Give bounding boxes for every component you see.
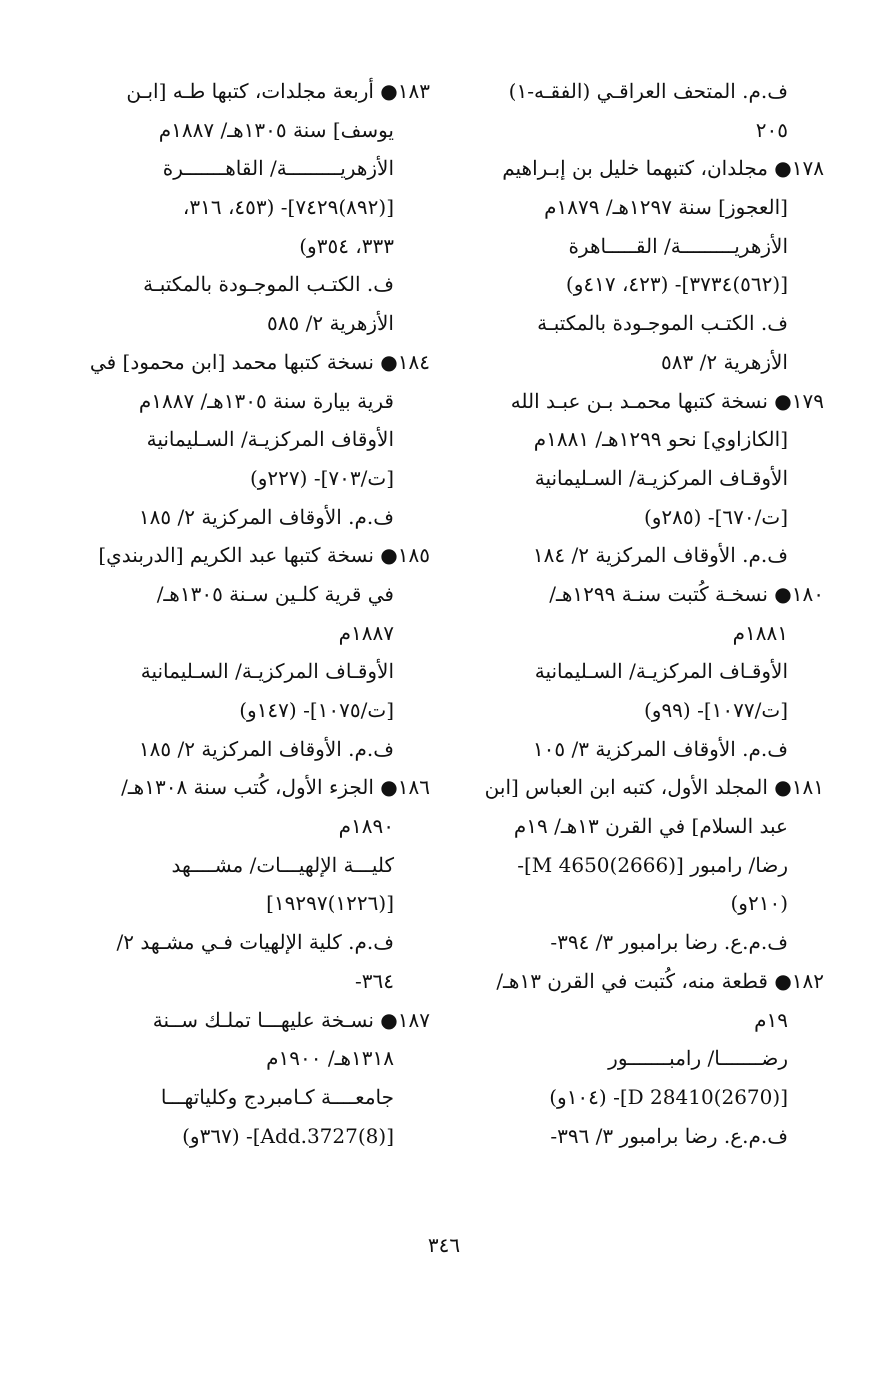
entry-line: الأزهرية ٢/ ٥٨٣ xyxy=(661,349,788,374)
entry-line: ٢٠٥ xyxy=(755,117,788,142)
entry-line: ف.م. الأوقاف المركزية ٣/ ١٠٥ xyxy=(532,736,788,761)
entry-line: [(١٢٢٦)١٩٢٩٧] xyxy=(266,891,394,916)
entry-line: [ت/٦٧٠]- (٢٨٥و) xyxy=(643,504,788,529)
entry-line: ١٩م xyxy=(754,1007,788,1032)
entry-heading: ١٨١● المجلد الأول، كتبه ابن العباس [ابن xyxy=(484,775,824,800)
entry-heading: ١٨٠● نسخـة كُتبت سنـة ١٢٩٩هـ/ xyxy=(549,581,824,606)
entry-line: ١٨٨١م xyxy=(732,620,788,645)
entry-heading: ١٨٥● نسخة كتبها عبد الكريم [الدربندي] xyxy=(98,543,430,568)
entry-line: ف. الكتـب الموجـودة بالمكتبـة xyxy=(537,311,788,336)
entry-line: [D 28410(2670)]- (١٠٤و) xyxy=(549,1084,788,1109)
entry-line: الأزهريـــــــــة/ القـــــاهرة xyxy=(568,233,788,258)
entry-line: [الكازاوي] نحو ١٢٩٩هـ/ ١٨٨١م xyxy=(533,427,788,452)
entry-line: ف.م. الأوقاف المركزية ٢/ ١٨٥ xyxy=(138,736,394,761)
entry-line: جامعــــة كـامبردج وكلياتهـــا xyxy=(160,1084,394,1109)
entry-line: في قرية كلـين سـنة ١٣٠٥هـ/ xyxy=(156,581,394,606)
entry-line: الأوقاف المركزيـة/ السـليمانية xyxy=(146,427,394,452)
page-number: ٣٤٦ xyxy=(427,1233,461,1257)
entry-heading: ١٨٣● أربعة مجلدات، كتبها طـه [ابـن xyxy=(126,79,430,103)
entry-line: رضـــــــا/ رامبـــــــور xyxy=(608,1046,788,1071)
entry-line: [العجوز] سنة ١٢٩٧هـ/ ١٨٧٩م xyxy=(544,195,788,220)
entry-heading: ١٨٢● قطعة منه، كُتبت في القرن ١٣هـ/ xyxy=(496,968,824,993)
entry-heading: ١٧٨● مجلدان، كتبهما خليل بن إبـراهيم xyxy=(502,156,824,181)
entry-line: الأزهريـــــــــة/ القاهـــــــرة xyxy=(162,156,394,181)
entry-line: ٣٣٣، ٣٥٤و) xyxy=(299,233,394,258)
entry-line: ف.م. المتحف العراقـي (الفقـه-١) xyxy=(508,79,788,103)
entry-heading: ١٨٤● نسخة كتبها محمد [ابن محمود] في xyxy=(89,349,430,374)
entry-line: (٢١٠و) xyxy=(730,891,788,916)
entry-line: الأوقـاف المركزيـة/ السـليمانية xyxy=(534,659,788,684)
right-column xyxy=(472,72,824,1155)
entry-line: ف.م.ع. رضا برامبور ٣/ ٣٩٦- xyxy=(550,1123,788,1148)
entry-line: ١٣١٨هـ/ ١٩٠٠م xyxy=(266,1046,394,1071)
entry-heading: ١٧٩● نسخة كتبها محمـد بـن عبـد الله xyxy=(510,388,824,413)
entry-line: [ت/١٠٧٥]- (١٤٧و) xyxy=(239,698,394,722)
entry-line: ف.م. كلية الإلهيات فـي مشـهد ٢/ xyxy=(116,930,394,955)
entry-heading: ١٨٦● الجزء الأول، كُتب سنة ١٣٠٨هـ/ xyxy=(121,775,430,800)
entry-line: [ت/٧٠٣]- (٢٢٧و) xyxy=(249,465,394,490)
entry-line: يوسف] سنة ١٣٠٥هـ/ ١٨٨٧م xyxy=(158,117,394,142)
entry-line: ٣٦٤- xyxy=(355,968,394,993)
entry-line: الأوقـاف المركزيـة/ السـليمانية xyxy=(534,465,788,490)
entry-line: [ت/١٠٧٧]- (٩٩و) xyxy=(643,698,788,722)
entry-line: ف.م.ع. رضا برامبور ٣/ ٣٩٤- xyxy=(550,930,788,955)
entry-line: ف.م. الأوقاف المركزية ٢/ ١٨٤ xyxy=(532,543,788,568)
entry-line: قرية بيارة سنة ١٣٠٥هـ/ ١٨٨٧م xyxy=(138,388,394,413)
entry-line: [(٨٩٢)٧٤٢٩]- (٤٥٣، ٣١٦، xyxy=(182,195,394,220)
entry-heading: ١٨٧● نسـخة عليهـــا تملـك ســنة xyxy=(152,1007,430,1032)
entry-line: [Add.3727(8)]- (٣٦٧و) xyxy=(182,1123,394,1148)
entry-line: ١٨٨٧م xyxy=(338,620,394,645)
entry-line: ف.م. الأوقاف المركزية ٢/ ١٨٥ xyxy=(138,504,394,529)
entry-line: عبد السلام] في القرن ١٣هـ/ ١٩م xyxy=(513,814,788,839)
left-column xyxy=(85,72,430,1155)
entry-line: [(٥٦٢)٣٧٣٤]- (٤٢٣، ٤١٧و) xyxy=(565,272,788,297)
entry-line: الأزهرية ٢/ ٥٨٥ xyxy=(267,311,394,336)
entry-line: ١٨٩٠م xyxy=(338,814,394,839)
entry-line: الأوقـاف المركزيـة/ السـليمانية xyxy=(140,659,394,684)
entry-line: ف. الكتـب الموجـودة بالمكتبـة xyxy=(143,272,394,297)
entry-line: رضا/ رامبور [M 4650(2666)]- xyxy=(517,852,788,877)
entry-line: كليـــة الإلهيـــات/ مشــــهد xyxy=(171,852,394,877)
